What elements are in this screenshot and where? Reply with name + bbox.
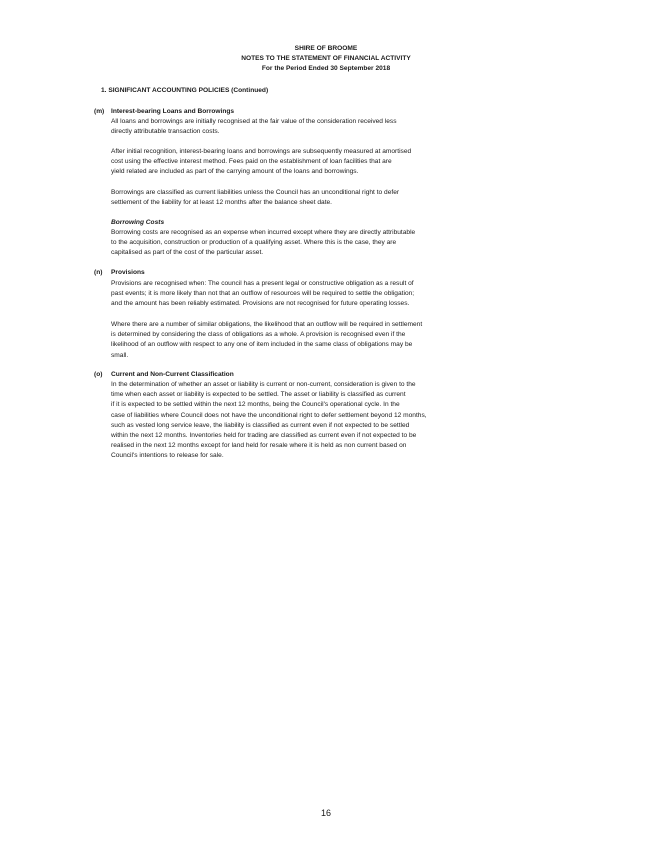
text-line: such as vested long service leave, the liability is classified as current even if not expected to be settled [111, 421, 410, 429]
report-entity-name: SHIRE OF BROOME [294, 45, 358, 52]
text-line: After initial recognition, interest-bearing loans and borrowings are subsequently measured at amortised [111, 148, 412, 155]
text-line: Where there are a number of similar obligations, the likelihood that an outflow will be required in settlement [111, 321, 423, 328]
text-line: Borrowing costs are recognised as an expense when incurred except where they are directly attributable [111, 229, 416, 236]
text-line: is determined by considering the class of obligations as a whole. A provision is recognised even if the [111, 331, 406, 339]
paragraph [111, 147, 481, 178]
text-line: In the determination of whether an asset or liability is current or non-current, consideration is given to the [111, 381, 416, 388]
text-line: past events; it is more likely than not that an outflow of resources will be required to settle the obligation; [111, 290, 415, 298]
item-label-m: (m) [94, 108, 105, 115]
text-line: likelihood of an outflow with respect to any one of item included in the same class of obligations may be [111, 341, 413, 349]
item-title-n: Provisions [111, 269, 145, 276]
paragraph [111, 228, 481, 259]
text-line: directly attributable transaction costs. [111, 128, 220, 136]
text-line: time when each asset or liability is expected to be settled. The asset or liability is classified as current [111, 391, 406, 399]
text-line: Council's intentions to release for sale. [111, 452, 224, 460]
item-title-m: Interest-bearing Loans and Borrowings [111, 108, 235, 115]
paragraph [111, 380, 481, 462]
text-line: case of liabilities where Council does not have the unconditional right to defer settlement beyond 12 months, [111, 411, 427, 419]
item-title-o: Current and Non-Current Classification [111, 371, 234, 378]
page-number: 16 [320, 808, 331, 818]
section-heading: 1. SIGNIFICANT ACCOUNTING POLICIES (Continued) [101, 87, 269, 94]
text-line: if it is expected to be settled within the next 12 months, being the Council's operational cycle. In the [111, 401, 400, 409]
paragraph [111, 320, 481, 361]
text-line: and the amount has been reliably estimated. Provisions are not recognised for future operating losses. [111, 300, 410, 308]
text-line: capitalised as part of the cost of the particular asset. [111, 249, 264, 257]
text-line: Borrowings are classified as current liabilities unless the Council has an unconditional right to defer [111, 189, 400, 196]
report-period: For the Period Ended 30 September 2018 [261, 65, 391, 72]
paragraph [111, 279, 481, 310]
text-line: settlement of the liability for at least 12 months after the balance sheet date. [111, 199, 333, 207]
item-label-o: (o) [94, 371, 103, 378]
text-line: yield related are included as part of the carrying amount of the loans and borrowings. [111, 168, 359, 176]
text-line: within the next 12 months. Inventories held for trading are classified as current even if not expected to be [111, 432, 417, 440]
item-label-n: (n) [94, 269, 103, 276]
paragraph [111, 188, 481, 208]
paragraph [111, 117, 481, 137]
text-line: to the acquisition, construction or production of a qualifying asset. Where this is the case, they are [111, 239, 397, 247]
text-line: small. [111, 351, 129, 359]
text-line: cost using the effective interest method. Fees paid on the establishment of loan facilities that are [111, 158, 392, 166]
text-line: Provisions are recognised when: The council has a present legal or constructive obligation as a result of [111, 280, 414, 287]
report-title: NOTES TO THE STATEMENT OF FINANCIAL ACTIVITY [241, 55, 411, 62]
subheading: Borrowing Costs [111, 219, 165, 226]
text-line: realised in the next 12 months except for land held for resale where it is held as non current based on [111, 442, 407, 450]
text-line: All loans and borrowings are initially recognised at the fair value of the consideration received less [111, 118, 397, 125]
